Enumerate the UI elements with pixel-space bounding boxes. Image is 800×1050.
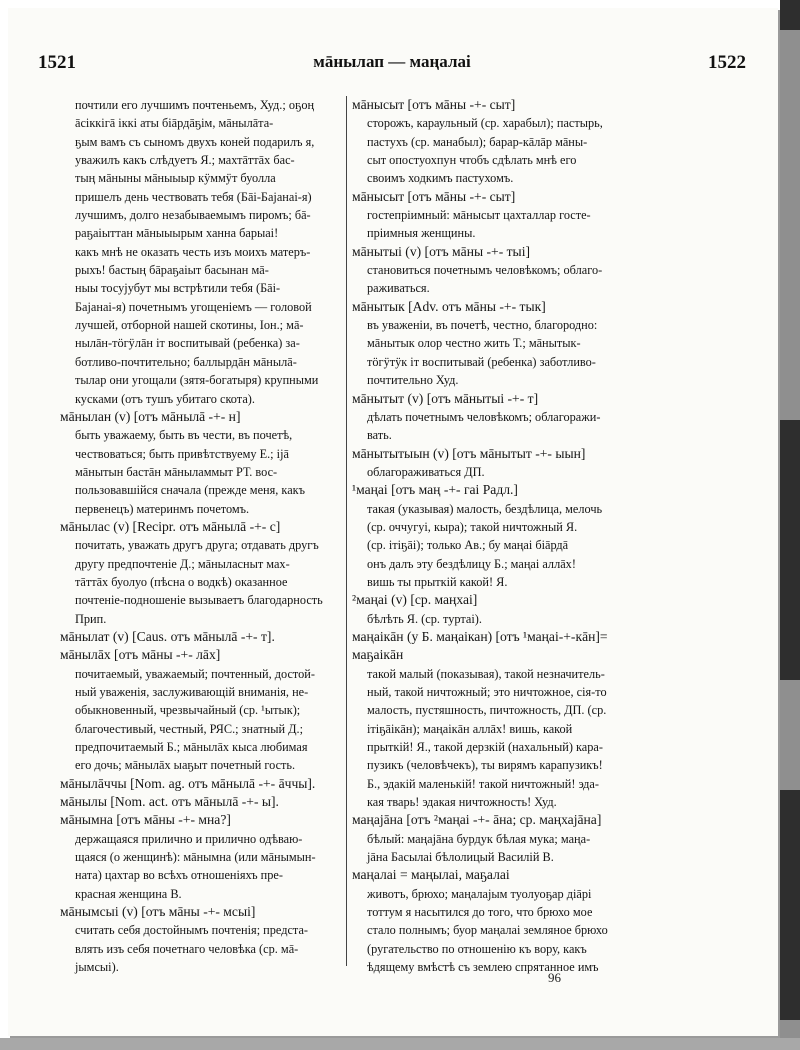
- entry-headword-line: маңаікāн (у Б. маңаікан) [отъ ¹маңаі-+-кāн]=: [352, 628, 608, 644]
- entry-text-line: въ уваженіи, въ почетѣ, честно, благородно:: [367, 318, 598, 333]
- entry-headword-line: маҕаікāн: [352, 647, 404, 663]
- entry-text-line: пріимныя женщины.: [367, 226, 476, 241]
- entry-text-line: считать себя достойнымъ почтенія; предста-: [75, 923, 308, 938]
- entry-text-line: ітіҕāікāн); маңаікāн аллāх! вишь, какой: [367, 721, 573, 736]
- entry-headword-line: мāнысыт [отъ мāны -+- сыт]: [352, 188, 516, 204]
- entry-text-line: лучшимъ, долго незабываемымъ пиромъ; бā-: [75, 208, 311, 223]
- entry-headword-line: мāнытык [Adv. отъ мāны -+- тык]: [352, 298, 546, 314]
- right-page-number: 1522: [708, 52, 746, 73]
- entry-text-line: вать.: [367, 428, 392, 443]
- entry-text-line: сторожъ, караульный (ср. харабыл); пастырь,: [367, 116, 603, 131]
- column-divider: [346, 96, 347, 966]
- entry-text-line: мāнытык олор честно жить Т.; мāнытык-: [367, 336, 581, 351]
- entry-text-line: тылар они угощали (зятя-богатыря) крупными: [75, 373, 319, 388]
- entry-headword-line: мāнылан (v) [отъ мāнылā -+- н]: [60, 408, 241, 424]
- entry-headword-line: мāнытыі (v) [отъ мāны -+- тыі]: [352, 243, 530, 259]
- entry-text-line: почтительно Худ.: [367, 373, 459, 388]
- entry-text-line: становиться почетнымъ человѣкомъ; облаго-: [367, 263, 603, 278]
- entry-text-line: ный, такой ничтожный; это ничтожное, сія-то: [367, 685, 607, 699]
- entry-text-line: тöгÿтÿк іт воспитывай (ребенка) заботливо-: [367, 354, 596, 369]
- entry-text-line: Б., эдакій маленькій! такой ничтожный! эда-: [367, 776, 599, 791]
- entry-text-line: онъ далъ эту бездѣлицу Б.; маңаі аллāх!: [367, 556, 576, 571]
- entry-headword-line: мāнымсыі (v) [отъ мāны -+- мсыі]: [60, 904, 256, 920]
- entry-text-line: āсіккігā іккі аты біāрдāҕім, мāнылāта-: [75, 116, 274, 131]
- entry-text-line: малость, пустяшность, пичтожность, ДП. (ср.: [367, 703, 607, 718]
- entry-text-line: кая тварь! эдакая ничтожность! Худ.: [367, 795, 557, 810]
- entry-text-line: быть уважаему, быть въ чести, въ почетѣ,: [75, 428, 293, 443]
- entry-text-line: почтили его лучшимъ почтеньемъ, Худ.; оҕоң: [75, 98, 315, 112]
- entry-headword-line: маңалаі = маңылаі, маҕалаі: [352, 867, 510, 883]
- entry-headword-line: мāнысыт [отъ мāны -+- сыт]: [352, 97, 516, 112]
- entry-text-line: раҕаіыттан мāныыырым ханна барыаі!: [75, 226, 279, 241]
- entry-text-line: такой малый (показывая), такой незначитель-: [367, 666, 605, 681]
- entry-text-line: другу предпочтеніе Д.; мāныласныт мах-: [75, 556, 290, 571]
- entry-text-line: ната) цахтар во всѣхъ отношеніяхъ пре-: [75, 868, 283, 883]
- entry-text-line: ҕым вамъ съ сыномъ двухъ коней подарилъ я,: [75, 134, 315, 149]
- entry-text-line: лучшей, отборной нашей скотины, Іон.; мā-: [75, 318, 304, 333]
- entry-text-line: вишь ты прыткій какой! Я.: [367, 574, 508, 589]
- entry-text-line: ботливо-почтительно; баллырдāн мāнылā-: [75, 354, 297, 369]
- entry-text-line: такая (указывая) малость, бездѣлица, мелочь: [367, 501, 603, 516]
- entry-headword-line: маңаjāна [отъ ²маңаі -+- āна; ср. маңхаjāна]: [352, 812, 602, 828]
- entry-text-line: прыткій! Я., такой дерзкій (нахальный) кара-: [367, 740, 603, 755]
- entry-headword-line: ²маңаі (v) [ср. маңхаі]: [352, 592, 478, 608]
- right-column: [352, 96, 748, 977]
- entry-text-line: нылāн-тöгÿлāн іт воспитывай (ребенка) за-: [75, 336, 300, 351]
- entry-headword-line: ¹маңаі [отъ маң -+- гаі Радл.]: [352, 482, 518, 498]
- entry-text-line: тоттум я насытился до того, что брюхо мое: [367, 905, 593, 920]
- entry-headword-line: мāнытыт (v) [отъ мāнытыі -+- т]: [352, 390, 539, 406]
- running-title: мāнылап — маңалаі: [313, 52, 471, 71]
- entry-text-line: какъ мнѣ не оказать честь изъ моихъ матеръ-: [75, 244, 311, 259]
- entry-text-line: ныы тосуjубут мы встрѣтили тебя (Бāі-: [75, 281, 281, 296]
- entry-text-line: пастухъ (ср. манабыл); барар-кāлāр мāны-: [367, 134, 588, 149]
- entry-headword-line: мāнылат (v) [Caus. отъ мāнылā -+- т].: [60, 628, 275, 644]
- entry-text-line: раживаться.: [367, 281, 430, 296]
- entry-text-line: первенецъ) материнмъ почетомъ.: [75, 501, 250, 516]
- entry-headword-line: мāнымна [отъ мāны -+- мна?]: [60, 812, 231, 828]
- scan-right-edge: [780, 0, 800, 1050]
- running-header: [38, 52, 746, 76]
- entry-headword-line: мāнылāх [отъ мāны -+- лāх]: [60, 647, 221, 663]
- entry-text-line: животъ, брюхо; маңалаjым туолуоҕар діāрі: [367, 886, 592, 901]
- entry-text-line: ѣдящему вмѣстѣ съ землею спрятанное имъ: [367, 960, 599, 975]
- signature-mark: 96: [548, 970, 561, 985]
- entry-text-line: пузикъ (человѣчекъ), ты вирямъ карапузикъ!: [367, 758, 603, 773]
- entry-text-line: пользовавшійся сначала (прежде меня, какъ: [75, 483, 306, 498]
- entry-text-line: Баjанаі-я) почетнымъ угощеніемъ — головой: [75, 299, 312, 314]
- entry-text-line: почтеніе-подношеніе вызываетъ благодарность: [75, 593, 323, 608]
- entry-text-line: его дочь; мāнылāх ыаҕыт почетный гость.: [75, 758, 296, 773]
- entry-text-line: обыкновенный, чрезвычайный (ср. ¹ытык);: [75, 703, 301, 718]
- entry-headword-line: мāнылас (v) [Recipr. отъ мāнылā -+- с]: [60, 518, 281, 534]
- entry-text-line: jāна Басылаі бѣлолицый Василій В.: [367, 850, 554, 865]
- entry-headword-line: мāнылы [Nom. act. отъ мāнылā -+- ы].: [60, 794, 279, 810]
- entry-text-line: бѣлѣть Я. (ср. туртаі).: [367, 611, 482, 626]
- entry-text-line: дѣлать почетнымъ человѣкомъ; облагоражи-: [367, 409, 601, 424]
- entry-text-line: мāнытын бастāн мāныламмыт РТ. вос-: [75, 464, 278, 479]
- left-column: [60, 96, 342, 977]
- entry-headword-line: мāнытытыын (v) [отъ мāнытыт -+- ыын]: [352, 445, 586, 461]
- scan-bottom-edge: [0, 1038, 800, 1050]
- entry-text-line: сыт опостуохпун чтобъ сдѣлать мнѣ его: [367, 153, 577, 168]
- entry-text-line: (ср. оччугуі, кыра); такой ничтожный Я.: [367, 519, 578, 534]
- entry-text-line: пришелъ день чествовать тебя (Бāі-Баjанаі-я): [75, 189, 312, 204]
- entry-text-line: держащаяся прилично и прилично одѣваю-: [75, 831, 303, 846]
- entry-text-line: (ругательство по отношенію къ вору, какъ: [367, 941, 587, 956]
- entry-text-line: бѣлый: маңаjāна бурдук бѣлая мука; маңа-: [367, 831, 591, 846]
- entry-headword-line: мāнылāччы [Nom. ag. отъ мāнылā -+- āччы].: [60, 775, 316, 791]
- entry-text-line: влять изъ себя почетнаго человѣка (ср. мā-: [75, 941, 299, 956]
- entry-text-line: тāттāх буолуо (пѣсна о водкѣ) оказанное: [75, 574, 288, 589]
- entry-text-line: Прип.: [75, 611, 107, 626]
- entry-text-line: стало полнымъ; буор маңалаі земляное брюхо: [367, 923, 608, 938]
- entry-text-line: тың мāныны мāныыыр кÿммÿт буолла: [75, 171, 276, 186]
- entry-text-line: почитаемый, уважаемый; почтенный, достой-: [75, 666, 315, 681]
- entry-text-line: предпочитаемый Б.; мāнылāх кыса любимая: [75, 740, 308, 755]
- entry-text-line: (ср. ітіҕāі); только Ав.; бу маңаі біāрдā: [367, 538, 569, 553]
- entry-text-line: ный уваженія, заслуживающій вниманія, не-: [75, 685, 309, 699]
- left-page-number: 1521: [38, 52, 76, 73]
- entry-text-line: облагораживаться ДП.: [367, 464, 485, 479]
- entry-text-line: благочестивый, честный, РЯС.; знатный Д.;: [75, 721, 303, 736]
- entry-text-line: гостепріимный: мāнысыт цахталлар госте-: [367, 208, 591, 223]
- entry-text-line: чествоваться; быть привѣтствуему Е.; іjā: [75, 446, 289, 461]
- entry-text-line: уважилъ какъ слѣдуетъ Я.; махтāттāх бас-: [75, 153, 295, 168]
- entry-text-line: щаяся (о женщинѣ): мāнымна (или мāнымын-: [75, 850, 316, 865]
- entry-text-line: почитать, уважать другъ друга; отдавать другъ: [75, 538, 319, 553]
- entry-text-line: jымсыі).: [75, 960, 119, 975]
- entry-text-line: своимъ ходкимъ пастухомъ.: [367, 171, 514, 186]
- entry-text-line: рыхъ! бастың бāраҕаіыт басынан мā-: [75, 263, 269, 278]
- entry-text-line: красная женщина В.: [75, 886, 182, 901]
- entry-text-line: кусками (отъ тушъ убитаго скота).: [75, 391, 255, 406]
